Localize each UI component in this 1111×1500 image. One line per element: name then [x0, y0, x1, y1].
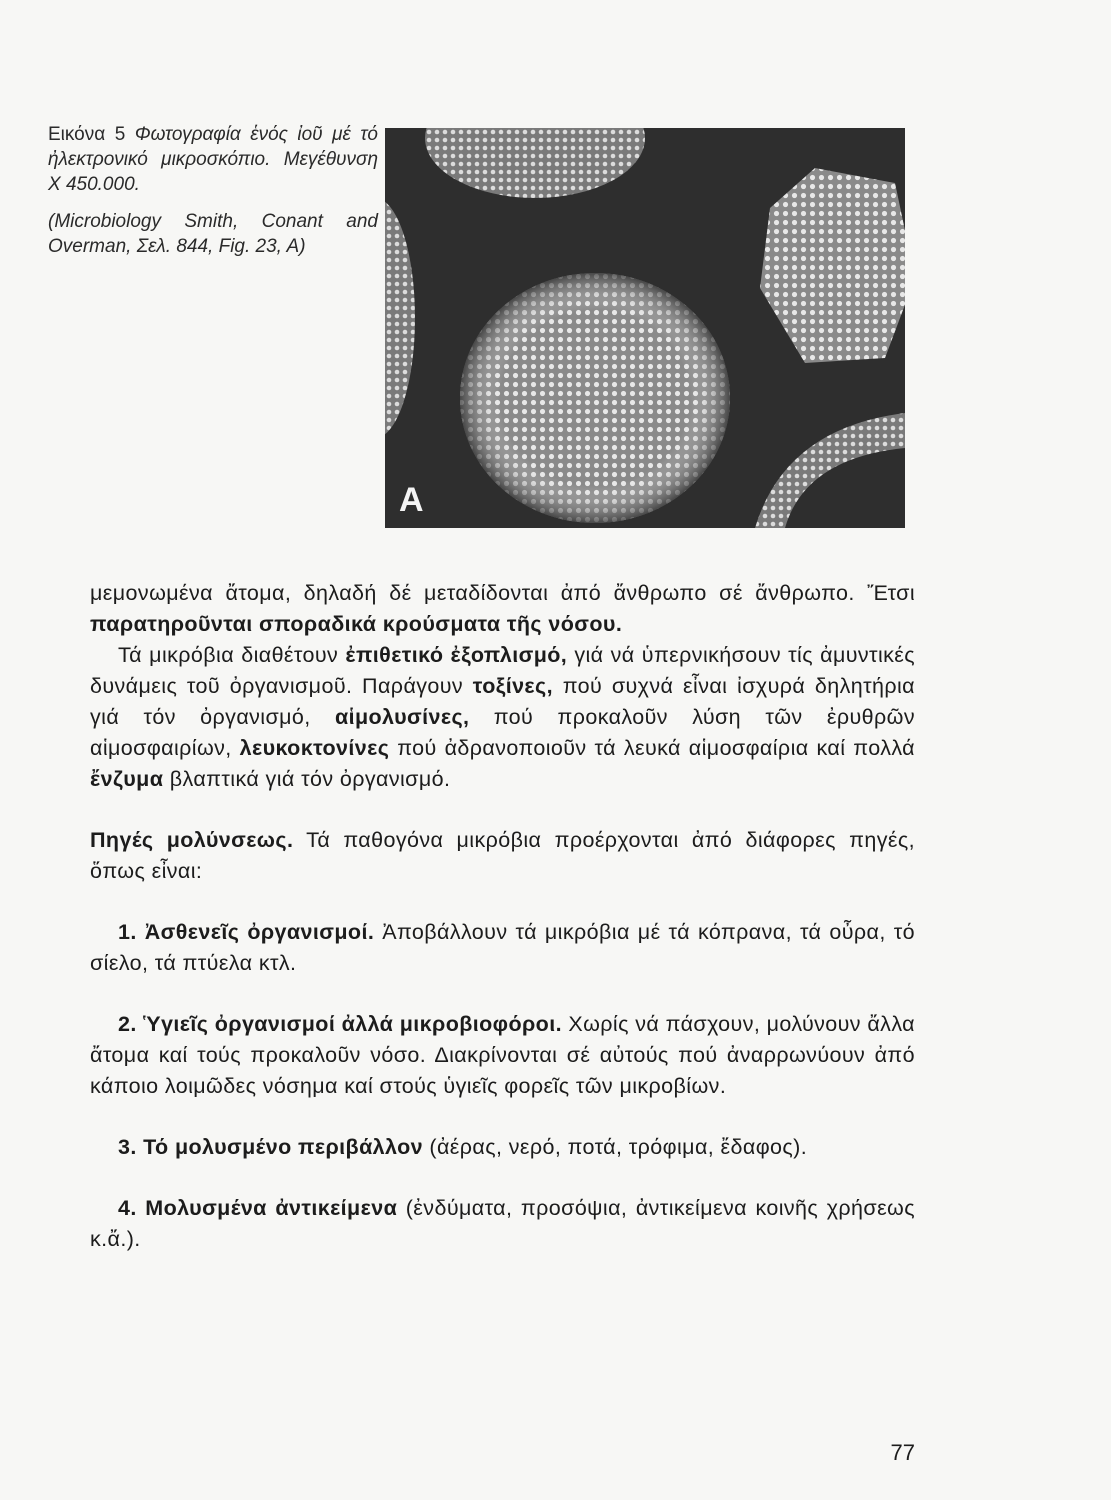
section-heading: Πηγές μολύνσεως. [90, 828, 294, 852]
main-text [90, 578, 915, 1255]
bold-term: ἔνζυμα [90, 767, 164, 791]
paragraph-text: Τά παθογόνα μικρόβια προέρχονται ἀπό διάφορες πηγές, ὅπως εἶναι: [90, 828, 915, 883]
paragraph-text: πού προκαλοῦν λύση τῶν ἐρυθρῶν αἱμοσφαιρίων, [90, 705, 915, 760]
page-number: 77 [890, 1440, 915, 1465]
bold-term: 4. Μολυσμένα ἀντικείμενα [118, 1196, 398, 1220]
bold-term: τοξίνες, [472, 674, 553, 698]
virus-micrograph [385, 128, 905, 528]
paragraph-text: Ἀποβάλλουν τά μικρόβια μέ τά κόπρανα, τά οὖρα, τό σίελο, τά πτύελα κτλ. [90, 920, 915, 975]
list-item [90, 1009, 915, 1102]
bold-term: 3. Τό μολυσμένο περιβάλλον [118, 1135, 424, 1159]
bold-term: 2. Ὑγιεῖς ὀργανισμοί ἀλλά μικροβιοφόροι. [118, 1012, 562, 1036]
paragraph-text: (ἐνδύματα, προσόψια, ἀντικείμενα κοινῆς χρήσεως κ.ἄ.). [90, 1196, 916, 1251]
bold-term: αἱμολυσίνες, [334, 705, 470, 729]
paragraph-text: (ἀέρας, νερό, ποτά, τρόφιμα, ἔδαφος). [423, 1135, 808, 1159]
paragraph [90, 640, 915, 795]
paragraph [90, 578, 915, 640]
paragraph-text: μεμονωμένα ἄτομα, δηλαδή δέ μεταδίδονται ἀπό ἄνθρωπο σέ ἄνθρωπο. Ἔτσι [90, 581, 915, 605]
list-item [90, 1193, 915, 1255]
paragraph [90, 825, 915, 887]
bold-term: ἐπιθετικό ἐξοπλισμό, [345, 643, 568, 667]
bold-term: παρατηροῦνται σποραδικά κρούσματα τῆς νόσου. [90, 612, 623, 636]
caption-source: (Microbiology Smith, Conant and Overman, Σελ. 844, Fig. 23, A) [48, 211, 378, 257]
caption-text: Φωτογραφία ἑνός ἰοῦ μέ τό ἠλεκτρονικό μικροσκόπιο. Μεγέθυνση Χ 450.000. [48, 124, 379, 195]
micrograph-image [385, 128, 905, 528]
paragraph-text: γιά νά ὑπερνικήσουν τίς ἀμυντικές δυνάμεις τοῦ ὀργανισμοῦ. Παράγουν [90, 643, 916, 698]
paragraph-text: πού ἀδρανοποιοῦν τά λευκά αἱμοσφαίρια καί πολλά [389, 736, 915, 760]
figure-caption [48, 122, 378, 271]
paragraph-text: βλαπτικά γιά τόν ὀργανισμό. [163, 767, 451, 791]
list-item [90, 917, 915, 979]
figure-label: A [399, 481, 424, 519]
bold-term: 1. Ἀσθενεῖς ὀργανισμοί. [118, 920, 375, 944]
paragraph-text: Χωρίς νά πάσχουν, μολύνουν ἄλλα ἄτομα καί τούς προκαλοῦν νόσο. Διακρίνονται σέ αὐτούς πού ἀναρρωνύουν ἀπό κάποιο λοιμῶδες νόσημα καί στούς ὑγιεῖς φορεῖς τῶν μικροβίων. [90, 1012, 915, 1098]
list-item [90, 1132, 915, 1163]
bold-term: λευκοκτονίνες [239, 736, 390, 760]
paragraph-text: Τά μικρόβια διαθέτουν [118, 643, 346, 667]
paragraph-text: πού συχνά εἶναι ἰσχυρά δηλητήρια γιά τόν ὀργανισμό, [90, 674, 916, 729]
caption-lead: Εικόνα 5 [48, 124, 126, 145]
